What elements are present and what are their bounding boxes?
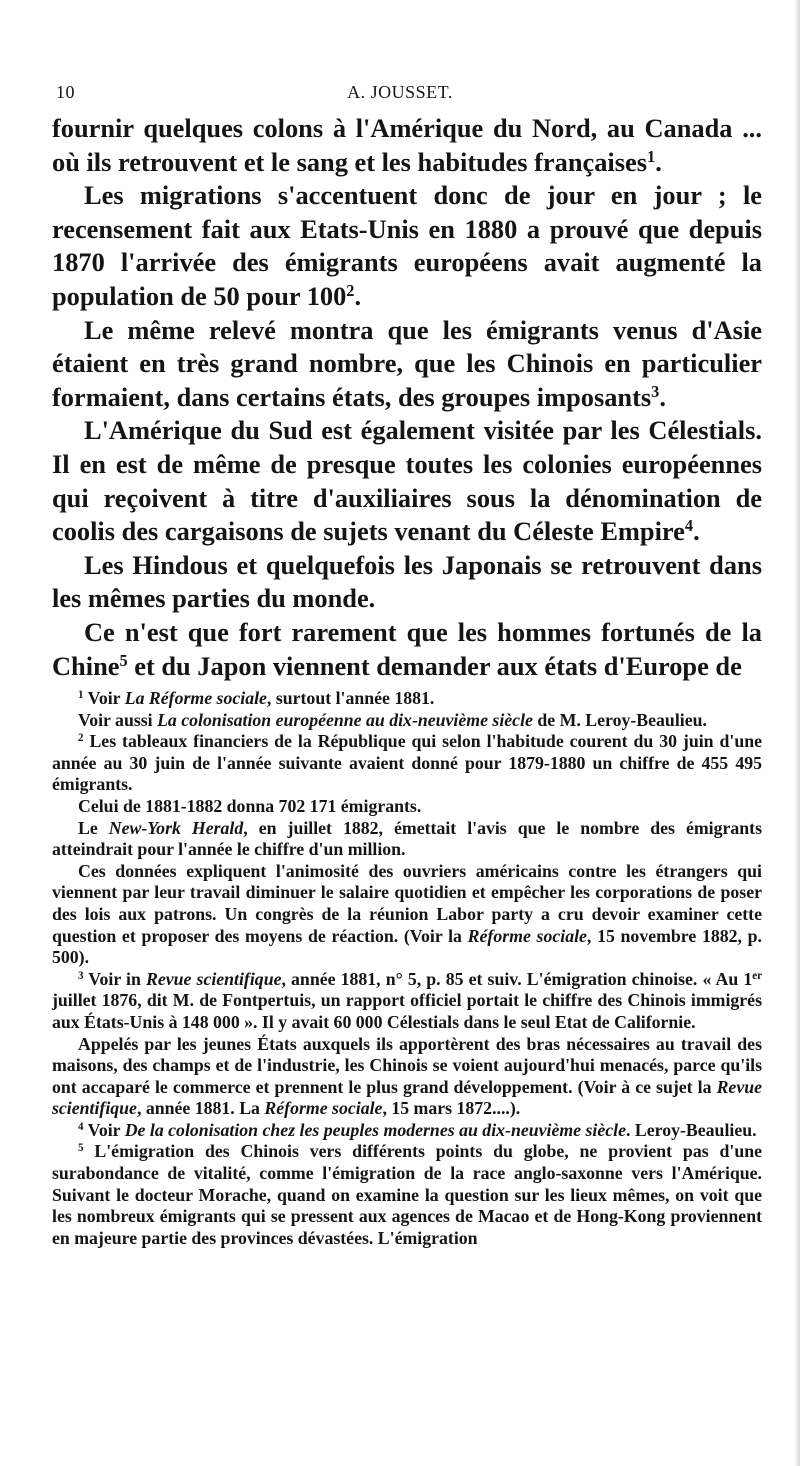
page-edge-shadow — [794, 0, 800, 1466]
page-number: 10 — [56, 82, 75, 102]
note-marker: 4 — [78, 1120, 84, 1133]
text-run: , 15 mars 1872....). — [382, 1098, 521, 1119]
footnote — [52, 796, 762, 818]
text-run: , année 1881, n° 5, p. 85 et suiv. L'émigration chinoise. « Au 1 — [281, 968, 753, 989]
text-run: et du Japon viennent demander aux états d'Europe de — [127, 650, 742, 681]
note-marker: 3 — [651, 381, 660, 401]
text-run: Voir — [83, 688, 125, 708]
body-paragraph — [52, 314, 762, 415]
text-run: , en juillet 1882, émettait l'avis que le nombre des émigrants atteindrait pour l'année le chiffre d'un million. — [52, 817, 762, 860]
text-run: de M. Leroy-Beaulieu. — [532, 709, 707, 730]
text-run: , surtout l'année 1881. — [266, 688, 435, 708]
italic-title: Réforme sociale — [467, 925, 587, 946]
note-marker: 2 — [346, 280, 355, 300]
body-paragraph — [52, 112, 762, 179]
text-run: Voir — [83, 1119, 125, 1140]
text-run: , 15 novembre 1882, p. 500). — [52, 925, 763, 968]
text-run: Ce n'est que fort rarement que les hommes fortunés de la Chine — [52, 616, 762, 681]
text-run: , année 1881. La — [136, 1098, 265, 1119]
footnote — [52, 1120, 762, 1142]
text-run: Les Hindous et quelquefois les Japonais se retrouvent dans les mêmes parties du monde. — [52, 549, 762, 614]
text-run: . — [354, 280, 362, 311]
italic-title: New-York Herald — [108, 817, 244, 838]
note-marker: er — [752, 969, 762, 982]
text-run: Ces données expliquent l'animosité des ouvriers américains contre les étrangers qui viennent par leur travail diminuer le salaire quotidien et empêcher les corporations de poser des lois aux patrons. Un congrès de la réunion Labor party a cru devoir examiner cette question et proposer des moyens de réaction. (Voir la — [52, 860, 762, 946]
text-run: Voir aussi — [78, 709, 158, 730]
text-run: . — [655, 146, 662, 177]
footnote — [52, 1034, 762, 1120]
text-run: Voir in — [83, 968, 146, 989]
italic-title: La colonisation européenne au dix-neuvième siècle — [157, 709, 533, 730]
text-run: Le — [78, 817, 109, 838]
note-marker: 3 — [78, 969, 84, 982]
main-text — [52, 112, 762, 683]
text-run: juillet 1876, dit M. de Fontpertuis, un rapport officiel portait le chiffre des Chinois immigrés aux États-Unis à 148 000 ». Il y avait 60 000 Célestials dans le seul Etat de Californie. — [52, 990, 762, 1032]
text-run: . — [659, 381, 666, 412]
body-paragraph — [52, 414, 762, 548]
note-marker: 1 — [647, 146, 656, 166]
running-title: A. JOUSSET. — [347, 82, 453, 102]
text-run: Le même relevé montra que les émigrants venus d'Asie étaient en très grand nombre, que les Chinois en particulier formaient, dans certains états, des groupes imposants — [52, 314, 762, 412]
italic-title: Revue scientifique — [52, 1076, 762, 1119]
italic-title: La Réforme sociale — [124, 688, 267, 708]
footnote — [52, 818, 762, 861]
footnote — [52, 861, 762, 969]
text-run: fournir quelques colons à l'Amérique du Nord, au Canada ... où ils retrouvent et le sang et les habitudes françaises — [52, 113, 762, 177]
text-run: Appelés par les jeunes États auxquels ils apportèrent des bras nécessaires au travail des maisons, des champs et de l'industrie, les Chinois se voient aujourd'hui menacés, parce qu'ils ont accaparé le commerce et prennent le plus grand développement. (Voir à ce sujet la — [52, 1033, 762, 1097]
text-run: . Leroy-Beaulieu. — [626, 1119, 757, 1140]
footnote — [52, 1141, 762, 1249]
text-run: L'émigration des Chinois vers différents points du globe, ne provient pas d'une surabondance de vitalité, comme l'émigration de la race anglo-saxonne vers l'Amérique. Suivant le docteur Morache, quand on examine la question sur les lieux mêmes, on voit que les nombreux émigrants qui se pressent aux agences de Macao et de Hong-Kong proviennent en majeure partie des provinces dévastées. L'émigration — [52, 1141, 762, 1248]
text-run: Les tableaux financiers de la République qui selon l'habitude courent du 30 juin d'une année au 30 juin de l'année suivante avaient donné pour 1879-1880 un chiffre de 455 495 émigrants. — [52, 731, 762, 795]
text-run: L'Amérique du Sud est également visitée par les Célestials. Il en est de même de presque toutes les colonies européennes qui reçoivent à titre d'auxiliaires sous la dénomination de coolis des cargaisons de sujets venant du Céleste Empire — [52, 415, 762, 547]
footnote — [52, 710, 762, 732]
note-marker: 1 — [78, 688, 84, 701]
footnote — [52, 688, 762, 710]
running-head — [56, 82, 744, 110]
note-marker: 5 — [119, 650, 128, 670]
italic-title: Réforme sociale — [264, 1098, 383, 1119]
note-marker: 2 — [78, 732, 84, 745]
body-paragraph — [52, 549, 762, 616]
text-run: Celui de 1881-1882 donna 702 171 émigrants. — [78, 795, 422, 816]
body-paragraph — [52, 616, 762, 683]
note-marker: 5 — [78, 1142, 84, 1155]
italic-title: Revue scientifique — [145, 968, 282, 989]
italic-title: De la colonisation chez les peuples modernes au dix-neuvième siècle — [124, 1119, 626, 1140]
note-marker: 4 — [684, 516, 694, 536]
footnote — [52, 731, 762, 796]
text-run: Les migrations s'accentuent donc de jour en jour ; le recensement fait aux Etats-Unis en 1880 a prouvé que depuis 1870 l'arrivée des émigrants européens avait augmenté la population de 50 pour 100 — [52, 180, 762, 311]
text-run: . — [693, 516, 700, 547]
footnote — [52, 969, 762, 1034]
footnotes — [52, 688, 762, 1249]
body-paragraph — [52, 179, 762, 313]
